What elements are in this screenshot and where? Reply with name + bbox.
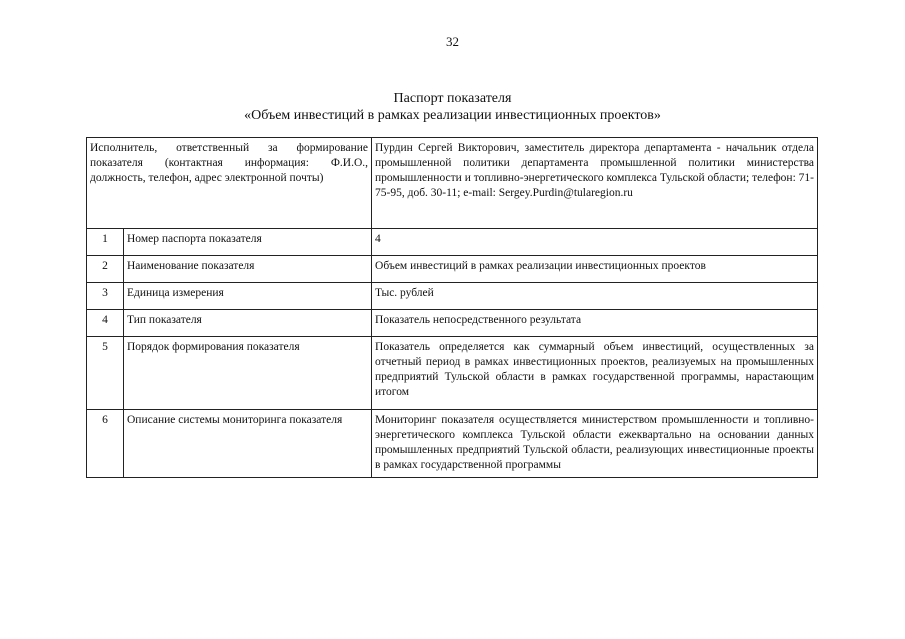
page-number: 32 <box>446 34 459 49</box>
table-row <box>87 310 818 337</box>
row-label-cell: Тип показателя <box>124 310 372 337</box>
row-value-cell: Мониторинг показателя осуществляется министерством промышленности и топливно-энергетического комплекса Тульской области ежеквартально на основании данных промышленных предприятий Тульской области, реализующих инвестиционные проекты в рамках государственной программы <box>372 410 818 478</box>
row-label-cell: Порядок формирования показателя <box>124 337 372 410</box>
row-value-cell: Показатель определяется как суммарный объем инвестиций, осуществленных за отчетный период в рамках инвестиционных проектов, реализуемых на промышленных предприятий Тульской области в рамках государственной программы, нарастающим итогом <box>372 337 818 410</box>
responsible-value-cell: Пурдин Сергей Викторович, заместитель директора департамента - начальник отдела промышленной политики департамента промышленной политики министерства промышленности и топливно-энергетического комплекса Тульской области; телефон: 71-75-95, доб. 30-11; e-mail: Sergey.Purdin@tularegion.ru <box>372 138 818 229</box>
responsible-label-cell: Исполнитель, ответственный за формирование показателя (контактная информация: Ф.И.О., должность, телефон, адрес электронной почты) <box>87 138 372 229</box>
document-title: Паспорт показателя <box>393 91 512 106</box>
row-label-cell: Единица измерения <box>124 283 372 310</box>
table-row <box>87 410 818 478</box>
row-value-cell: Объем инвестиций в рамках реализации инвестиционных проектов <box>372 256 818 283</box>
row-number-cell: 2 <box>87 256 124 283</box>
table-row-responsible <box>87 138 818 229</box>
row-label-cell: Описание системы мониторинга показателя <box>124 410 372 478</box>
row-number-cell: 3 <box>87 283 124 310</box>
row-label-cell: Номер паспорта показателя <box>124 229 372 256</box>
table-row <box>87 283 818 310</box>
table-row <box>87 229 818 256</box>
row-number-cell: 6 <box>87 410 124 478</box>
row-label-cell: Наименование показателя <box>124 256 372 283</box>
document-subtitle: «Объем инвестиций в рамках реализации инвестиционных проектов» <box>244 108 661 123</box>
row-number-cell: 5 <box>87 337 124 410</box>
row-number-cell: 4 <box>87 310 124 337</box>
row-value-cell: Показатель непосредственного результата <box>372 310 818 337</box>
row-value-cell: Тыс. рублей <box>372 283 818 310</box>
table-row <box>87 337 818 410</box>
table-row <box>87 256 818 283</box>
row-value-cell: 4 <box>372 229 818 256</box>
indicator-passport-table <box>86 137 818 478</box>
row-number-cell: 1 <box>87 229 124 256</box>
document-header <box>0 90 905 124</box>
